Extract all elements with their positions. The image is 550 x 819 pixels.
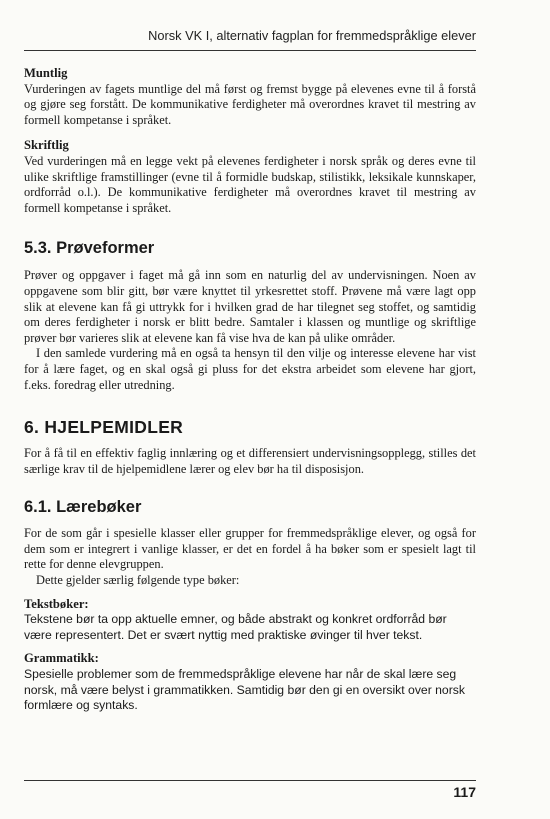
subheading-tekstboker: Tekstbøker: bbox=[24, 596, 89, 611]
running-header: Norsk VK I, alternativ fagplan for fremmedspråklige elever bbox=[148, 28, 476, 43]
paragraph-proveformer-1: Prøver og oppgaver i faget må gå inn som en naturlig del av undervisningen. Noen av oppgavene som blir gitt, bør være knyttet til yrkesrettet stoff. Prøvene må være lagt opp slik at elevene kan få gi uttrykk for i hvilken grad de har tilegnet seg stoffet, og samtidig om deres ferdigheter i norsk er blitt bedre. Samtaler i klassen og muntlige og skriftlige prøver bør varieres slik at elevene kan få vise hva de kan på ulike områder. bbox=[24, 268, 476, 345]
subheading-muntlig: Muntlig bbox=[24, 66, 68, 80]
page-number: 117 bbox=[453, 784, 476, 800]
section-skriftlig bbox=[24, 138, 476, 216]
section-heading-proveformer: 5.3. Prøveformer bbox=[24, 239, 155, 258]
section-tekstboker bbox=[24, 597, 476, 644]
section-grammatikk bbox=[24, 651, 476, 713]
subheading-grammatikk: Grammatikk: bbox=[24, 651, 99, 666]
footer-rule bbox=[24, 780, 476, 781]
section-heading-laereboker: 6.1. Lærebøker bbox=[24, 498, 142, 517]
section-muntlig bbox=[24, 66, 476, 128]
paragraph-hjelpemidler: For å få til en effektiv faglig innlæring og et differensiert undervisningsopplegg, stilles det særlige krav til de hjelpemidlene lærer og elev bør ha til disposisjon. bbox=[24, 446, 476, 476]
paragraph-laereboker-2: Dette gjelder særlig følgende type bøker: bbox=[36, 573, 240, 588]
page-content bbox=[24, 66, 476, 714]
paragraph-grammatikk: Spesielle problemer som de fremmedspråklige elevene har når de skal lære seg norsk, må være belyst i grammatikken. Samtidig bør den gi en oversikt over norsk formlære og syntaks. bbox=[24, 667, 465, 713]
paragraph-skriftlig: Ved vurderingen må en legge vekt på elevenes ferdigheter i norsk språk og deres evne til ulike skriftlige framstillinger (evne til å formidle budskap, stilistikk, leksikale kunnskaper, ordforråd o.l.). De kommunikative ferdigheter må overordnes kravet til mestring av formell kompetanse i språket. bbox=[24, 153, 476, 215]
header-rule bbox=[24, 50, 476, 51]
paragraph-laereboker-1: For de som går i spesielle klasser eller grupper for fremmedspråklige elever, og også for dem som er integrert i vanlige klasser, er det en fordel å ha bøker som er spesielt lagt til rette for denne elevgruppen. bbox=[24, 526, 476, 572]
subheading-skriftlig: Skriftlig bbox=[24, 138, 69, 153]
paragraph-muntlig: Vurderingen av fagets muntlige del må først og fremst bygge på elevenes evne til å forstå og gjøre seg forstått. De kommunikative ferdigheter må overordnes kravet til mestring av formell kompetanse i språket. bbox=[24, 81, 476, 127]
paragraph-proveformer-2: I den samlede vurdering må en også ta hensyn til den vilje og interesse elevene har vist for å lære faget, og en skal også gi pluss for det ekstra arbeidet som elevene har gjort, f.eks. foredrag eller utredning. bbox=[24, 346, 476, 392]
paragraph-tekstboker: Tekstene bør ta opp aktuelle emner, og både abstrakt og konkret ordforråd bør være representert. Det er svært nyttig med praktiske øvinger til hver tekst. bbox=[24, 612, 447, 642]
section-heading-hjelpemidler: 6. HJELPEMIDLER bbox=[24, 417, 184, 438]
